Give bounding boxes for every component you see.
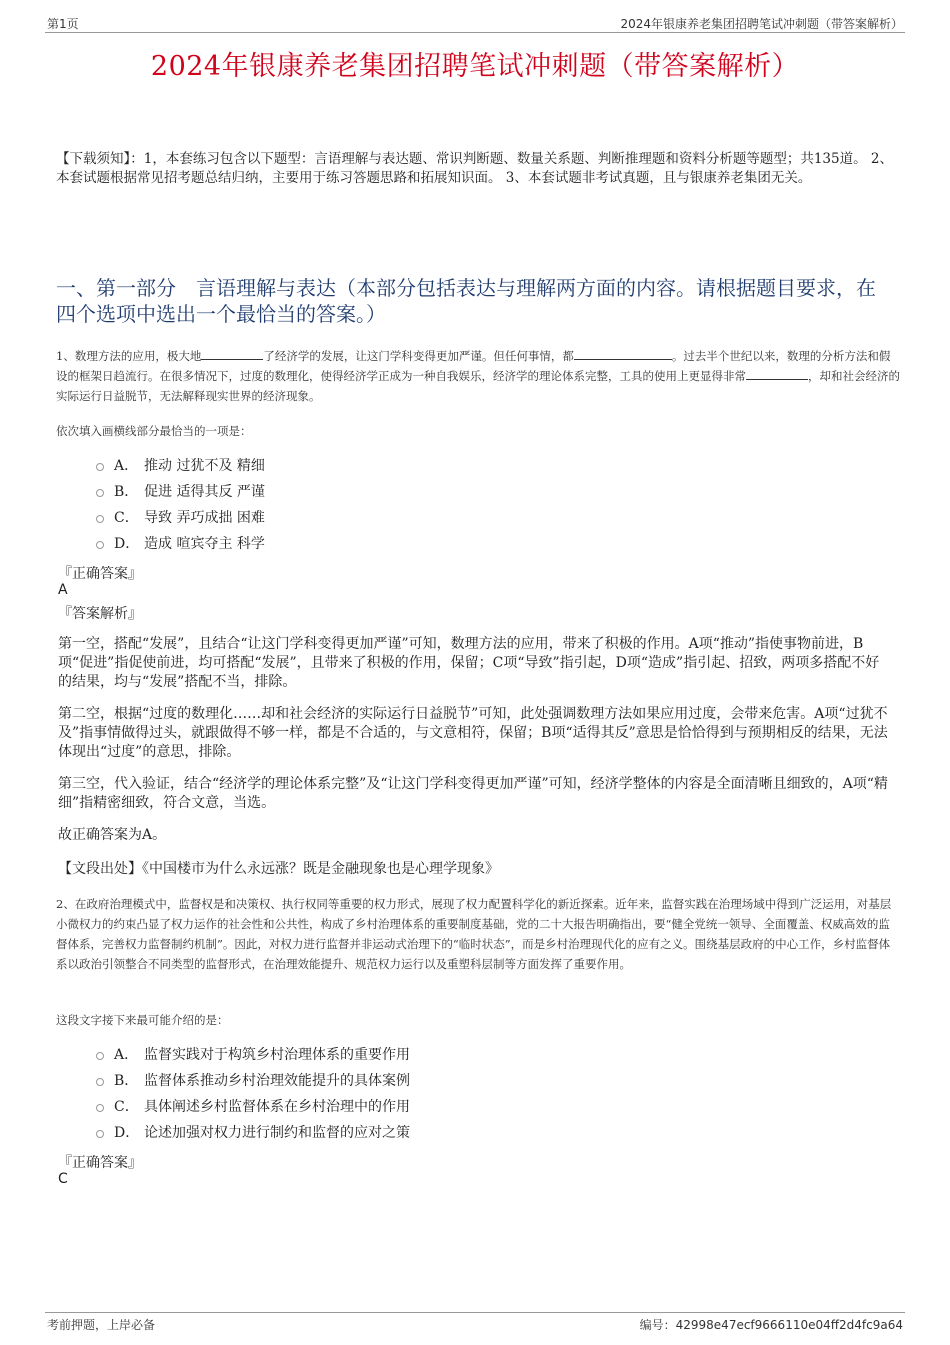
download-notice: 【下载须知】：1，本套练习包含以下题型：言语理解与表达题、常识判断题、数量关系题、判断推理题和资料分析题等题型；共135道。 2、本套试题根据常见招考题总结归纳，主要用于练习答题思路和拓展知识面。 3、本套试题非考试真题，且与银康养老集团无关。 [56, 151, 893, 186]
analysis-paragraph-3: 第三空，代入验证，结合“经济学的理论体系完整”及“让这门学科变得更加严谨”可知，经济学整体的内容是全面清晰且细致的，A项“精细”指精密细致，符合文意，当选。 [58, 776, 888, 811]
radio-icon[interactable] [96, 463, 104, 471]
radio-icon[interactable] [96, 1130, 104, 1138]
answer-label: 『正确答案』 [58, 1155, 142, 1171]
analysis-label: 『答案解析』 [58, 606, 142, 622]
option-a[interactable]: A． 推动 过犹不及 精细 [96, 452, 265, 478]
footer-slogan: 考前押题，上岸必备 [47, 1318, 156, 1332]
section-heading: 一、第一部分 言语理解与表达（本部分包括表达与理解两方面的内容。请根据题目要求，在四个选项中选出一个最恰当的答案。） [56, 276, 876, 326]
option-b[interactable]: B． 监督体系推动乡村治理效能提升的具体案例 [96, 1067, 410, 1093]
option-a[interactable]: A． 监督实践对于构筑乡村治理体系的重要作用 [96, 1041, 410, 1067]
radio-icon[interactable] [96, 489, 104, 497]
document-title: 2024年银康养老集团招聘笔试冲刺题（带答案解析） [150, 51, 800, 82]
radio-icon[interactable] [96, 1052, 104, 1060]
page-number: 第1页 [47, 17, 79, 31]
option-d[interactable]: D． 论述加强对权力进行制约和监督的应对之策 [96, 1119, 410, 1145]
blank-2 [574, 347, 672, 360]
analysis-paragraph-2: 第二空，根据“过度的数理化……却和社会经济的实际运行日益脱节”可知，此处强调数理方法如果应用过度，会带来危害。A项“过犹不及”指事情做得过头，就跟做得不够一样，都是不合适的，与文意相符，保留；B项“适得其反”意思是恰恰得到与预期相反的结果，无法体现出“过度”的意思，排除。 [58, 706, 888, 760]
source-citation: 【文段出处】《中国楼市为什么永远涨？既是金融现象也是心理学现象》 [58, 861, 499, 877]
blank-3 [746, 367, 808, 380]
analysis-conclusion: 故正确答案为A。 [58, 827, 167, 843]
blank-1 [201, 347, 263, 360]
radio-icon[interactable] [96, 1078, 104, 1086]
document-code: 编号：42998e47ecf9666110e04ff2d4fc9a64 [639, 1318, 903, 1332]
question-2-options [96, 1041, 410, 1145]
option-d[interactable]: D． 造成 喧宾夺主 科学 [96, 530, 265, 556]
radio-icon[interactable] [96, 1104, 104, 1112]
answer-label: 『正确答案』 [58, 566, 142, 582]
page-header [45, 14, 905, 33]
question-1-stem: 1、数理方法的应用，极大地 了经济学的发展，让这门学科变得更加严谨。但任何事情，都 。过去半个世纪以来，数理的分析方法和假设的框架日趋流行。在很多情况下，过度的数理化，使得经济学正成为一种自我娱乐，经济学的理论体系完整，工具的使用上更显得非常 ，却和社会经济的实际运行日益脱节，无法解释现实世界的经济现象。 [56, 349, 900, 403]
header-doc-title: 2024年银康养老集团招聘笔试冲刺题（带答案解析） [620, 17, 903, 31]
page-footer [45, 1312, 905, 1335]
question-1-options [96, 452, 265, 556]
answer-value: C [58, 1171, 68, 1187]
question-1-instruction: 依次填入画横线部分最恰当的一项是： [56, 424, 252, 438]
radio-icon[interactable] [96, 541, 104, 549]
answer-value: A [58, 582, 68, 598]
option-c[interactable]: C． 具体阐述乡村监督体系在乡村治理中的作用 [96, 1093, 410, 1119]
question-2-instruction: 这段文字接下来最可能介绍的是： [56, 1013, 229, 1027]
question-2-stem: 2、在政府治理模式中，监督权是和决策权、执行权同等重要的权力形式，展现了权力配置科学化的新近探索。近年来，监督实践在治理场域中得到广泛运用，对基层小微权力的约束凸显了权力运作的社会性和公共性，构成了乡村治理体系的重要制度基础，党的二十大报告明确指出，要“健全党统一领导、全面覆盖、权威高效的监督体系，完善权力监督制约机制”。因此，对权力进行监督并非运动式治理下的“临时状态”，而是乡村治理现代化的应有之义。围绕基层政府的中心工作，乡村监督体系以政治引领整合不同类型的监督形式，在治理效能提升、规范权力运行以及重塑科层制等方面发挥了重要作用。 [56, 897, 892, 971]
radio-icon[interactable] [96, 515, 104, 523]
option-b[interactable]: B． 促进 适得其反 严谨 [96, 478, 265, 504]
option-c[interactable]: C． 导致 弄巧成拙 困难 [96, 504, 265, 530]
analysis-paragraph-1: 第一空，搭配“发展”，且结合“让这门学科变得更加严谨”可知，数理方法的应用，带来了积极的作用。A项“推动”指使事物前进，B项“促进”指促使前进，均可搭配“发展”，且带来了积极的作用，保留；C项“导致”指引起，D项“造成”指引起、招致，两项多搭配不好的结果，均与“发展”搭配不当，排除。 [58, 636, 880, 690]
